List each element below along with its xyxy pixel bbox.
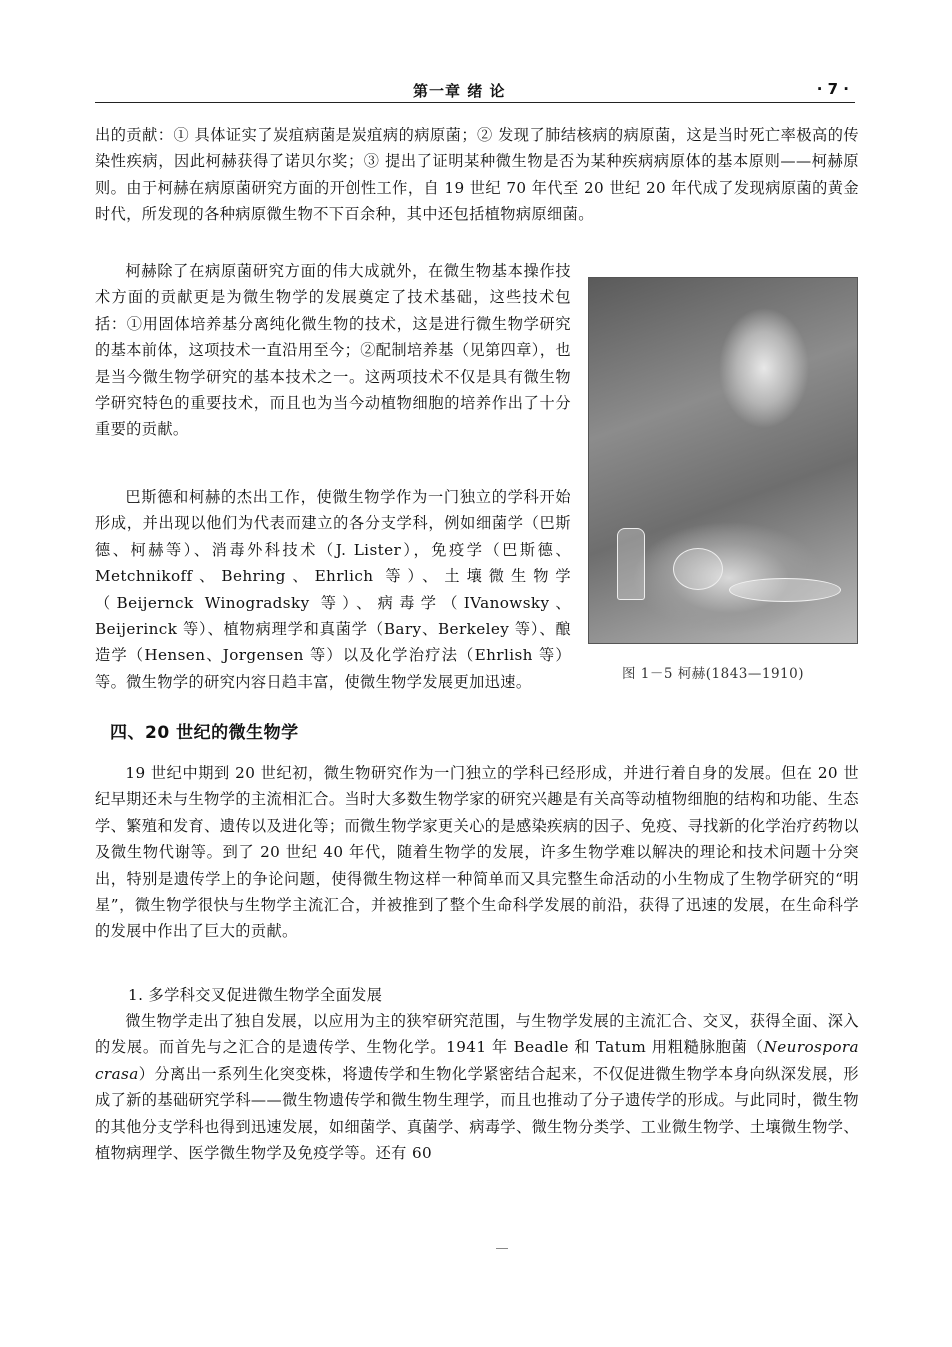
running-header (95, 78, 855, 103)
lab-flask-shape (673, 548, 723, 590)
page-number: · 7 · (816, 80, 849, 98)
paragraph-branch-disciplines: 巴斯德和柯赫的杰出工作，使微生物学作为一门独立的学科开始形成，并出现以他们为代表而建立的各分支学科，例如细菌学（巴斯德、柯赫等）、消毒外科技术（J. Lister），免疫学（巴斯德、Metchnikoff、Behring、Ehrlich 等）、土壤微生物学（Beijernck Winogradsky 等）、病毒学（IVanowsky、Beijerinck 等）、植物病理学和真菌学（Bary、Berkeley 等）、酿造学（Hensen、Jorgensen 等）以及化学治疗法（Ehrlish 等）等。微生物学的研究内容日趋丰富，使微生物学发展更加迅速。 (95, 488, 571, 691)
paragraph-microbiology-development (95, 1008, 859, 1166)
lab-bottle-shape (617, 528, 645, 600)
koch-portrait-photo (588, 277, 858, 644)
petri-dish-shape (729, 578, 841, 602)
section-heading: 四、20 世纪的微生物学 (110, 723, 299, 743)
p5-text-start: 微生物学走出了独自发展，以应用为主的狭窄研究范围，与生物学发展的主流汇合、交叉，获得全面、深入的发展。而首先与之汇合的是遗传学、生物化学。1941 年 Beadle 和 Tatum 用粗糙脉胞菌（ (95, 1012, 859, 1057)
paragraph-20th-century: 19 世纪中期到 20 世纪初，微生物研究作为一门独立的学科已经形成，并进行着自身的发展。但在 20 世纪早期还未与生物学的主流相汇合。当时大多数生物学家的研究兴趣是有关高等动植物细胞的结构和功能、生态学、繁殖和发育、遗传以及进化等；而微生物学家更关心的是感染疾病的因子、免疫、寻找新的化学治疗药物以及微生物代谢等。到了 20 世纪 40 年代，随着生物学的发展，许多生物学难以解决的理论和技术问题十分突出，特别是遗传学上的争论问题，使得微生物这样一种简单而又具完整生命活动的小生物成了生物学研究的“明星”，微生物学很快与生物学主流汇合，并被推到了整个生命科学发展的前沿，获得了迅速的发展，在生命科学的发展中作出了巨大的贡献。 (95, 764, 859, 941)
paragraph-koch-techniques: 柯赫除了在病原菌研究方面的伟大成就外，在微生物基本操作技术方面的贡献更是为微生物学的发展奠定了技术基础，这些技术包括：①用固体培养基分离纯化微生物的技术，这是进行微生物学研究的基本前体，这项技术一直沿用至今；②配制培养基（见第四章），也是当今微生物学研究的基本技术之一。这两项技术不仅是具有微生物学研究特色的重要技术，而且也为当今动植物细胞的培养作出了十分重要的贡献。 (95, 262, 571, 439)
p5-text-end: ）分离出一系列生化突变株，将遗传学和生物化学紧密结合起来，不仅促进微生物学本身向纵深发展，形成了新的基础研究学科——微生物遗传学和微生物生理学，而且也推动了分子遗传学的形成。与此同时，微生物的其他分支学科也得到迅速发展，如细菌学、真菌学、病毒学、微生物分类学、工业微生物学、土壤微生物学、植物病理学、医学微生物学及免疫学等。还有 60 (95, 1064, 859, 1163)
figure-caption: 图 1－5 柯赫(1843—1910) (622, 666, 805, 682)
paragraph-koch-contributions: 出的贡献：① 具体证实了炭疽病菌是炭疽病的病原菌；② 发现了肺结核病的病原菌，这是当时死亡率极高的传染性疾病，因此柯赫获得了诺贝尔奖；③ 提出了证明某种微生物是否为某种疾病病原体的基本原则——柯赫原则。由于柯赫在病原菌研究方面的开创性工作，自 19 世纪 70 年代至 20 世纪 20 年代成了发现病原菌的黄金时代，所发现的各种病原微生物不下百余种，其中还包括植物病原细菌。 (95, 126, 859, 224)
species-name-italic: Neurospora crasa (95, 1038, 859, 1083)
subheading-interdisciplinary: 1. 多学科交叉促进微生物学全面发展 (128, 986, 383, 1004)
footer-mark (496, 1248, 508, 1249)
chapter-title: 第一章 绪 论 (413, 82, 506, 100)
